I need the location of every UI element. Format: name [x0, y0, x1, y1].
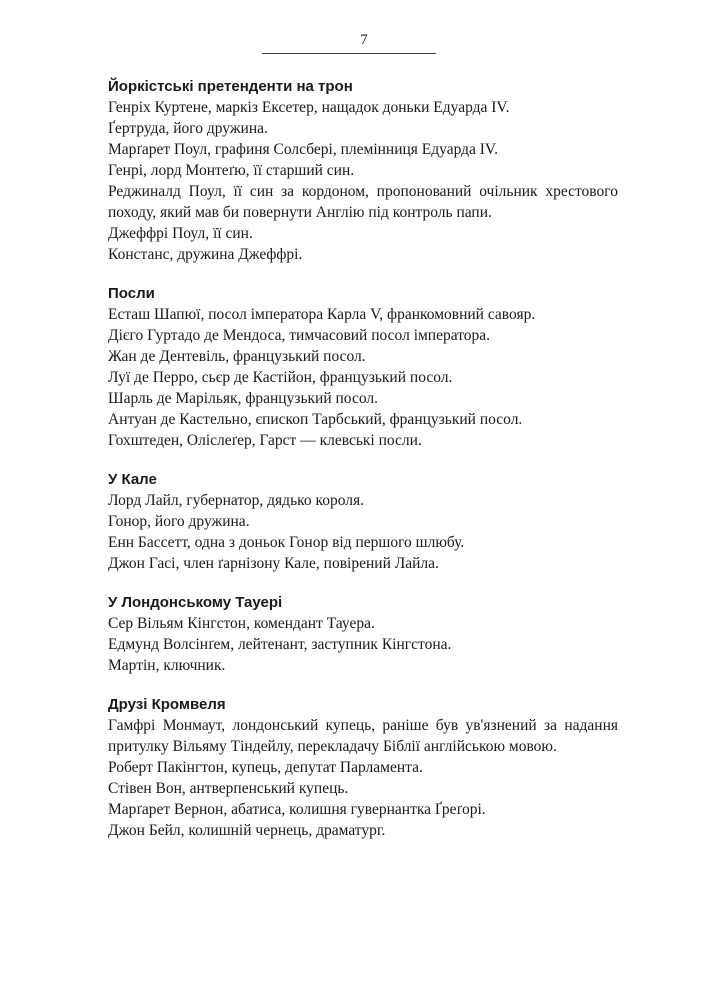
section-yorkist-claimants [108, 76, 618, 265]
list-entry: Антуан де Кастельно, єпископ Тарбський, французький посол. [108, 411, 523, 428]
page-number: 7 [360, 32, 368, 48]
list-entry: Джеффрі Поул, її син. [108, 225, 253, 242]
list-entry: Марґарет Вернон, абатиса, колишня гувернантка Ґреґорі. [108, 801, 486, 818]
page-content [108, 76, 618, 859]
list-entry: Мартін, ключник. [108, 657, 226, 674]
list-entry: Генріх Куртене, маркіз Ексетер, нащадок доньки Едуарда IV. [108, 99, 510, 116]
header-rule [262, 53, 436, 54]
list-entry: Едмунд Волсінґем, лейтенант, заступник Кінгстона. [108, 636, 452, 653]
list-entry: Марґарет Поул, графиня Солсбері, племінниця Едуарда IV. [108, 141, 499, 158]
list-entry: Дієго Гуртадо де Мендоса, тимчасовий посол імператора. [108, 327, 491, 344]
section-cromwell-friends [108, 694, 618, 841]
list-entry: Луї де Перро, сьєр де Кастійон, французький посол. [108, 369, 453, 386]
section-tower-of-london [108, 592, 618, 676]
list-entry: Гамфрі Монмаут, лондонський купець, раніше був ув'язнений за надання притулку Вільяму Тіндейлу, перекладачу Біблії англійською мовою. [108, 717, 618, 755]
list-entry: Енн Бассетт, одна з доньок Гонор від першого шлюбу. [108, 534, 465, 551]
list-entry: Реджиналд Поул, її син за кордоном, пропонований очільник хрестового походу, який мав би повернути Англію під контроль папи. [108, 183, 618, 221]
section-heading: Посли [108, 285, 155, 302]
list-entry: Стівен Вон, антверпенський купець. [108, 780, 349, 797]
section-heading: У Кале [108, 471, 157, 488]
list-entry: Генрі, лорд Монтеґю, її старший син. [108, 162, 355, 179]
list-entry: Роберт Пакінгтон, купець, депутат Парламента. [108, 759, 423, 776]
list-entry: Гохштеден, Оліслеґер, Гарст — клевські посли. [108, 432, 422, 449]
list-entry: Ґертруда, його дружина. [108, 120, 268, 137]
list-entry: Есташ Шапюї, посол імператора Карла V, франкомовний савояр. [108, 306, 536, 323]
list-entry: Констанс, дружина Джеффрі. [108, 246, 303, 263]
section-heading: У Лондонському Тауері [108, 594, 283, 611]
list-entry: Гонор, його дружина. [108, 513, 250, 530]
list-entry: Сер Вільям Кінгстон, комендант Тауера. [108, 615, 375, 632]
list-entry: Джон Гасі, член ґарнізону Кале, повірений Лайла. [108, 555, 439, 572]
section-heading: Друзі Кромвеля [108, 696, 226, 713]
list-entry: Джон Бейл, колишній чернець, драматург. [108, 822, 386, 839]
section-ambassadors [108, 283, 618, 451]
list-entry: Шарль де Марільяк, французький посол. [108, 390, 378, 407]
list-entry: Жан де Дентевіль, французький посол. [108, 348, 366, 365]
list-entry: Лорд Лайл, губернатор, дядько короля. [108, 492, 365, 509]
section-calais [108, 469, 618, 574]
section-heading: Йоркістські претенденти на трон [108, 78, 353, 95]
